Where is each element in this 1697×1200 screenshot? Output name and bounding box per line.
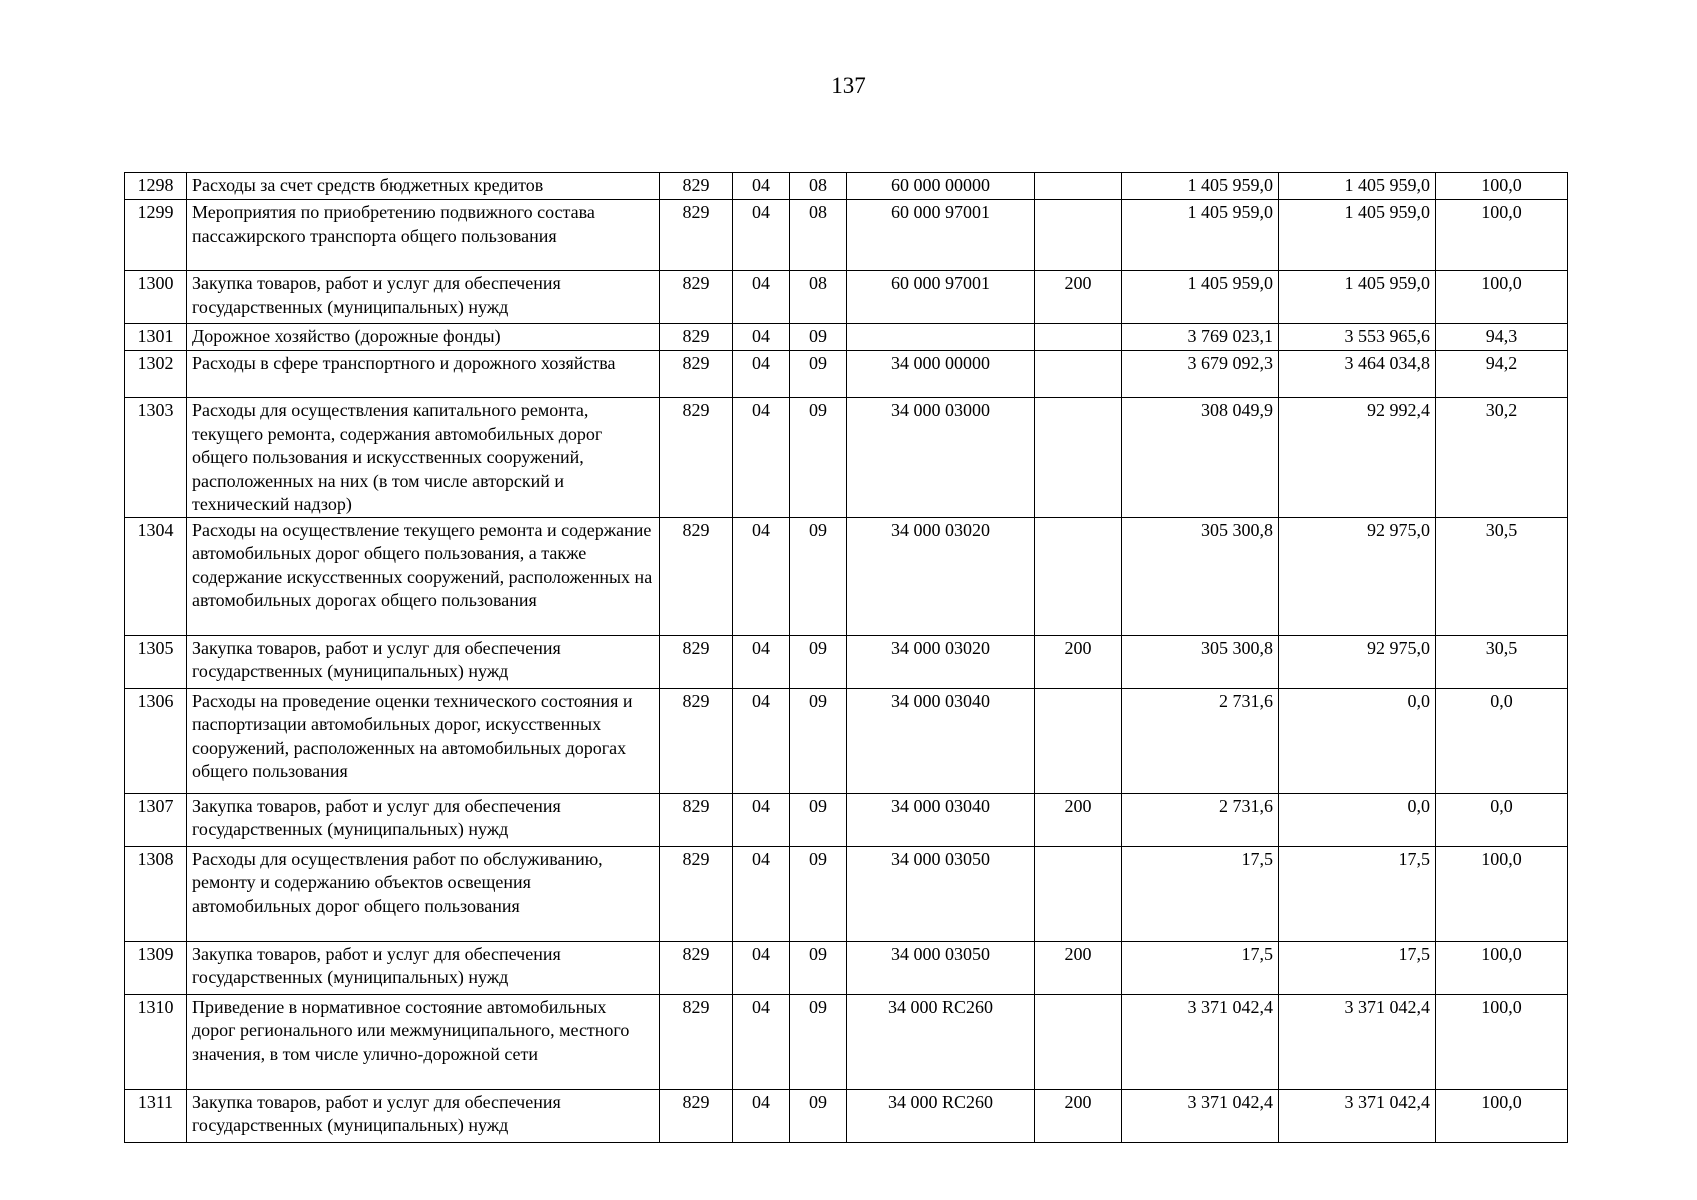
expenditure-name-cell: Закупка товаров, работ и услуг для обеспечения государственных (муниципальных) нужд xyxy=(187,941,660,994)
expenditure-name-cell: Закупка товаров, работ и услуг для обеспечения государственных (муниципальных) нужд xyxy=(187,271,660,324)
section-code-cell: 04 xyxy=(733,200,790,271)
expenditure-name-cell: Расходы на проведение оценки технического состояния и паспортизации автомобильных дорог, искусственных сооружений, расположенных на автомобильных дорогах общего пользования xyxy=(187,688,660,793)
execution-percent-cell: 100,0 xyxy=(1436,846,1568,941)
grbs-code-cell: 829 xyxy=(660,688,733,793)
expense-type-cell: 200 xyxy=(1035,271,1122,324)
expense-type-cell xyxy=(1035,398,1122,518)
target-article-cell: 34 000 RC260 xyxy=(847,1089,1035,1142)
target-article-cell: 34 000 03050 xyxy=(847,941,1035,994)
section-code-cell: 04 xyxy=(733,635,790,688)
target-article-cell: 34 000 RC260 xyxy=(847,994,1035,1089)
row-number-cell: 1301 xyxy=(125,324,187,351)
section-code-cell: 04 xyxy=(733,994,790,1089)
execution-percent-cell: 94,2 xyxy=(1436,351,1568,398)
expense-type-cell xyxy=(1035,173,1122,200)
section-code-cell: 04 xyxy=(733,173,790,200)
execution-percent-cell: 100,0 xyxy=(1436,994,1568,1089)
expense-type-cell xyxy=(1035,200,1122,271)
planned-amount-cell: 1 405 959,0 xyxy=(1122,200,1279,271)
table-row xyxy=(125,398,1568,518)
grbs-code-cell: 829 xyxy=(660,173,733,200)
target-article-cell: 34 000 03020 xyxy=(847,635,1035,688)
actual-amount-cell: 1 405 959,0 xyxy=(1279,271,1436,324)
section-code-cell: 04 xyxy=(733,1089,790,1142)
table-row xyxy=(125,517,1568,635)
section-code-cell: 04 xyxy=(733,398,790,518)
execution-percent-cell: 100,0 xyxy=(1436,200,1568,271)
row-number-cell: 1308 xyxy=(125,846,187,941)
table-row xyxy=(125,200,1568,271)
row-number-cell: 1309 xyxy=(125,941,187,994)
expenditure-name-cell: Приведение в нормативное состояние автомобильных дорог регионального или межмуниципального, местного значения, в том числе улично-дорожной сети xyxy=(187,994,660,1089)
expenditure-name-cell: Расходы на осуществление текущего ремонта и содержание автомобильных дорог общего пользования, а также содержание искусственных сооружений, расположенных на автомобильных дорогах общего пользования xyxy=(187,517,660,635)
table-row xyxy=(125,1089,1568,1142)
target-article-cell xyxy=(847,324,1035,351)
row-number-cell: 1300 xyxy=(125,271,187,324)
section-code-cell: 04 xyxy=(733,351,790,398)
row-number-cell: 1303 xyxy=(125,398,187,518)
table-row xyxy=(125,173,1568,200)
section-code-cell: 04 xyxy=(733,517,790,635)
expense-type-cell xyxy=(1035,994,1122,1089)
planned-amount-cell: 2 731,6 xyxy=(1122,793,1279,846)
subsection-code-cell: 09 xyxy=(790,398,847,518)
table-row xyxy=(125,688,1568,793)
expenditure-name-cell: Расходы для осуществления капитального ремонта, текущего ремонта, содержания автомобильных дорог общего пользования и искусственных сооружений, расположенных на них (в том числе авторский и технический надзор) xyxy=(187,398,660,518)
table-row xyxy=(125,351,1568,398)
table-row xyxy=(125,994,1568,1089)
subsection-code-cell: 08 xyxy=(790,173,847,200)
execution-percent-cell: 30,5 xyxy=(1436,517,1568,635)
subsection-code-cell: 09 xyxy=(790,941,847,994)
target-article-cell: 60 000 97001 xyxy=(847,200,1035,271)
row-number-cell: 1310 xyxy=(125,994,187,1089)
row-number-cell: 1304 xyxy=(125,517,187,635)
subsection-code-cell: 09 xyxy=(790,846,847,941)
expenditure-name-cell: Расходы в сфере транспортного и дорожного хозяйства xyxy=(187,351,660,398)
subsection-code-cell: 09 xyxy=(790,994,847,1089)
row-number-cell: 1298 xyxy=(125,173,187,200)
actual-amount-cell: 1 405 959,0 xyxy=(1279,173,1436,200)
section-code-cell: 04 xyxy=(733,324,790,351)
grbs-code-cell: 829 xyxy=(660,941,733,994)
section-code-cell: 04 xyxy=(733,941,790,994)
expense-type-cell: 200 xyxy=(1035,941,1122,994)
expense-type-cell xyxy=(1035,324,1122,351)
page-number: 137 xyxy=(831,73,866,98)
target-article-cell: 60 000 00000 xyxy=(847,173,1035,200)
target-article-cell: 34 000 03040 xyxy=(847,688,1035,793)
grbs-code-cell: 829 xyxy=(660,517,733,635)
expenditure-name-cell: Дорожное хозяйство (дорожные фонды) xyxy=(187,324,660,351)
subsection-code-cell: 09 xyxy=(790,517,847,635)
actual-amount-cell: 3 553 965,6 xyxy=(1279,324,1436,351)
expenditure-name-cell: Закупка товаров, работ и услуг для обеспечения государственных (муниципальных) нужд xyxy=(187,1089,660,1142)
subsection-code-cell: 09 xyxy=(790,793,847,846)
target-article-cell: 34 000 03000 xyxy=(847,398,1035,518)
grbs-code-cell: 829 xyxy=(660,635,733,688)
subsection-code-cell: 09 xyxy=(790,1089,847,1142)
subsection-code-cell: 09 xyxy=(790,635,847,688)
subsection-code-cell: 09 xyxy=(790,688,847,793)
expenditure-name-cell: Закупка товаров, работ и услуг для обеспечения государственных (муниципальных) нужд xyxy=(187,635,660,688)
execution-percent-cell: 94,3 xyxy=(1436,324,1568,351)
expense-type-cell: 200 xyxy=(1035,1089,1122,1142)
row-number-cell: 1306 xyxy=(125,688,187,793)
actual-amount-cell: 17,5 xyxy=(1279,846,1436,941)
actual-amount-cell: 92 975,0 xyxy=(1279,635,1436,688)
planned-amount-cell: 2 731,6 xyxy=(1122,688,1279,793)
table-row xyxy=(125,793,1568,846)
planned-amount-cell: 3 371 042,4 xyxy=(1122,994,1279,1089)
execution-percent-cell: 30,5 xyxy=(1436,635,1568,688)
grbs-code-cell: 829 xyxy=(660,846,733,941)
target-article-cell: 34 000 03050 xyxy=(847,846,1035,941)
expenditure-name-cell: Закупка товаров, работ и услуг для обеспечения государственных (муниципальных) нужд xyxy=(187,793,660,846)
actual-amount-cell: 92 975,0 xyxy=(1279,517,1436,635)
planned-amount-cell: 17,5 xyxy=(1122,846,1279,941)
section-code-cell: 04 xyxy=(733,846,790,941)
execution-percent-cell: 0,0 xyxy=(1436,793,1568,846)
subsection-code-cell: 09 xyxy=(790,351,847,398)
grbs-code-cell: 829 xyxy=(660,351,733,398)
table-body xyxy=(125,173,1568,1143)
table-row xyxy=(125,635,1568,688)
actual-amount-cell: 3 371 042,4 xyxy=(1279,994,1436,1089)
actual-amount-cell: 1 405 959,0 xyxy=(1279,200,1436,271)
subsection-code-cell: 09 xyxy=(790,324,847,351)
expense-type-cell xyxy=(1035,846,1122,941)
section-code-cell: 04 xyxy=(733,793,790,846)
row-number-cell: 1305 xyxy=(125,635,187,688)
planned-amount-cell: 308 049,9 xyxy=(1122,398,1279,518)
target-article-cell: 60 000 97001 xyxy=(847,271,1035,324)
planned-amount-cell: 3 769 023,1 xyxy=(1122,324,1279,351)
table-row xyxy=(125,271,1568,324)
actual-amount-cell: 3 464 034,8 xyxy=(1279,351,1436,398)
grbs-code-cell: 829 xyxy=(660,200,733,271)
execution-percent-cell: 30,2 xyxy=(1436,398,1568,518)
target-article-cell: 34 000 03040 xyxy=(847,793,1035,846)
expense-type-cell: 200 xyxy=(1035,793,1122,846)
expense-type-cell xyxy=(1035,517,1122,635)
expense-type-cell xyxy=(1035,351,1122,398)
row-number-cell: 1302 xyxy=(125,351,187,398)
actual-amount-cell: 3 371 042,4 xyxy=(1279,1089,1436,1142)
planned-amount-cell: 1 405 959,0 xyxy=(1122,173,1279,200)
grbs-code-cell: 829 xyxy=(660,271,733,324)
planned-amount-cell: 1 405 959,0 xyxy=(1122,271,1279,324)
grbs-code-cell: 829 xyxy=(660,324,733,351)
actual-amount-cell: 17,5 xyxy=(1279,941,1436,994)
expenditure-name-cell: Расходы за счет средств бюджетных кредитов xyxy=(187,173,660,200)
expenditure-name-cell: Мероприятия по приобретению подвижного состава пассажирского транспорта общего пользования xyxy=(187,200,660,271)
grbs-code-cell: 829 xyxy=(660,793,733,846)
table-row xyxy=(125,941,1568,994)
row-number-cell: 1311 xyxy=(125,1089,187,1142)
planned-amount-cell: 17,5 xyxy=(1122,941,1279,994)
actual-amount-cell: 92 992,4 xyxy=(1279,398,1436,518)
expenditure-name-cell: Расходы для осуществления работ по обслуживанию, ремонту и содержанию объектов освещения автомобильных дорог общего пользования xyxy=(187,846,660,941)
expense-type-cell xyxy=(1035,688,1122,793)
table-row xyxy=(125,846,1568,941)
execution-percent-cell: 100,0 xyxy=(1436,941,1568,994)
planned-amount-cell: 305 300,8 xyxy=(1122,517,1279,635)
execution-percent-cell: 100,0 xyxy=(1436,271,1568,324)
target-article-cell: 34 000 03020 xyxy=(847,517,1035,635)
row-number-cell: 1307 xyxy=(125,793,187,846)
section-code-cell: 04 xyxy=(733,688,790,793)
table-row xyxy=(125,324,1568,351)
subsection-code-cell: 08 xyxy=(790,200,847,271)
actual-amount-cell: 0,0 xyxy=(1279,793,1436,846)
execution-percent-cell: 0,0 xyxy=(1436,688,1568,793)
actual-amount-cell: 0,0 xyxy=(1279,688,1436,793)
subsection-code-cell: 08 xyxy=(790,271,847,324)
grbs-code-cell: 829 xyxy=(660,1089,733,1142)
row-number-cell: 1299 xyxy=(125,200,187,271)
target-article-cell: 34 000 00000 xyxy=(847,351,1035,398)
budget-expenditure-table xyxy=(124,172,1568,1143)
execution-percent-cell: 100,0 xyxy=(1436,173,1568,200)
execution-percent-cell: 100,0 xyxy=(1436,1089,1568,1142)
grbs-code-cell: 829 xyxy=(660,398,733,518)
planned-amount-cell: 305 300,8 xyxy=(1122,635,1279,688)
section-code-cell: 04 xyxy=(733,271,790,324)
planned-amount-cell: 3 679 092,3 xyxy=(1122,351,1279,398)
grbs-code-cell: 829 xyxy=(660,994,733,1089)
expense-type-cell: 200 xyxy=(1035,635,1122,688)
planned-amount-cell: 3 371 042,4 xyxy=(1122,1089,1279,1142)
